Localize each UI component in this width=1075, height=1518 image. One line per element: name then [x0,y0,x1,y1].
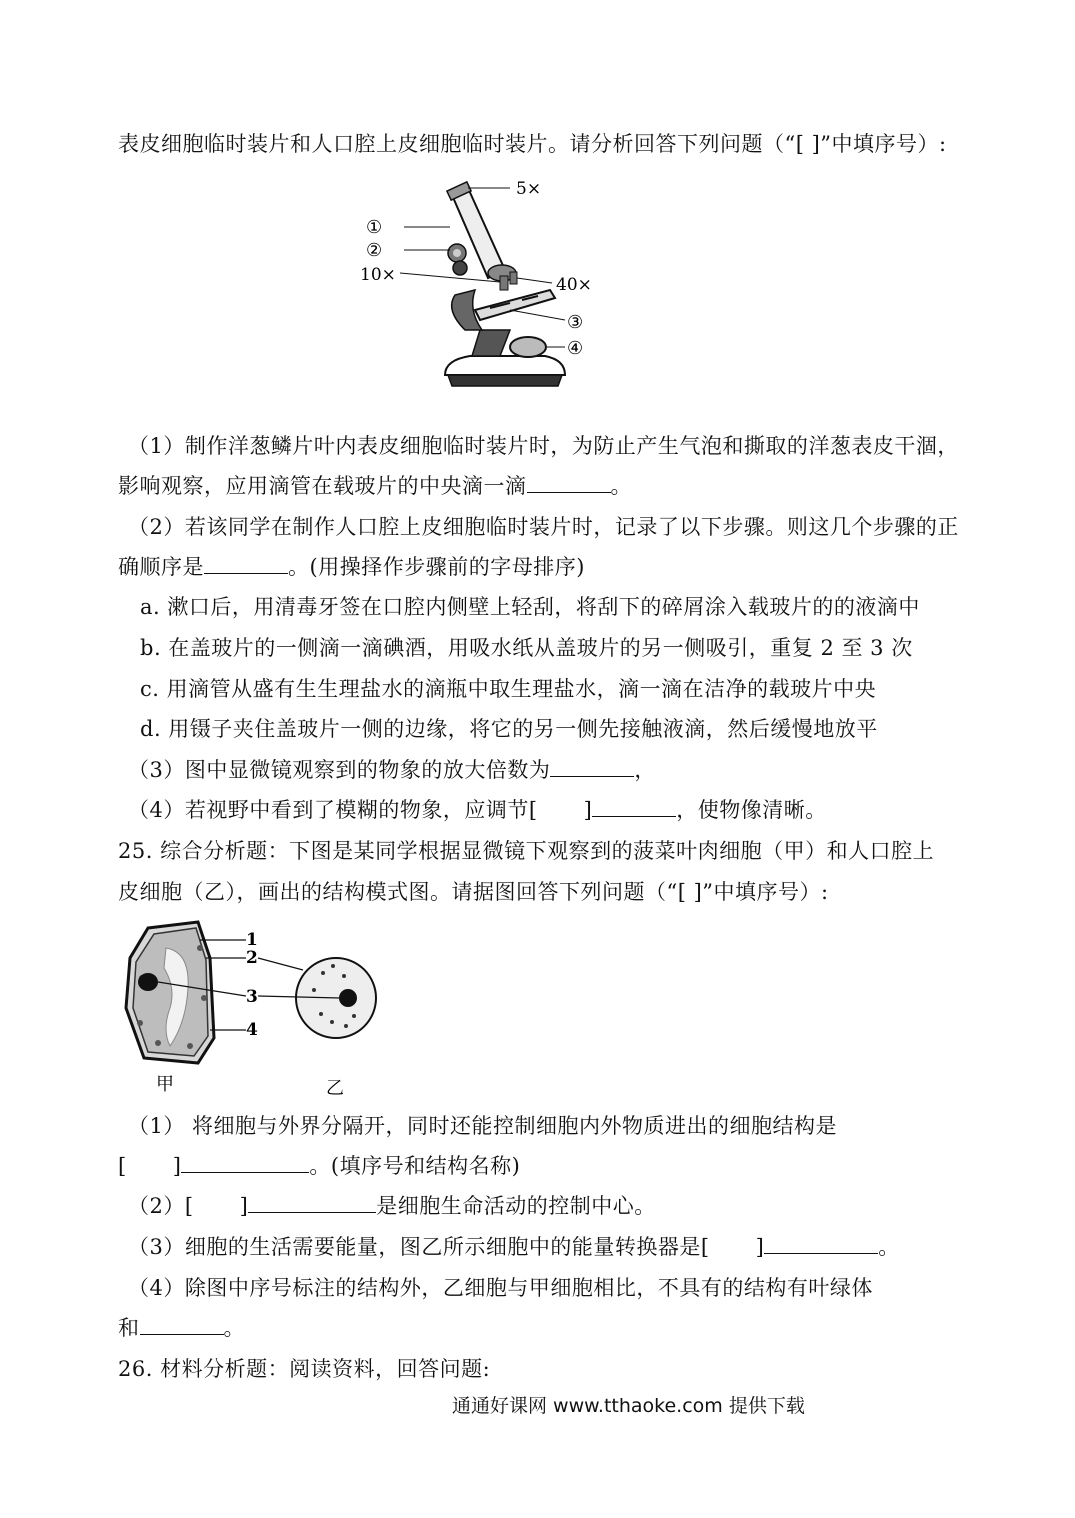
label-1: ① [366,217,383,238]
intro-text: 表皮细胞临时装片和人口腔上皮细胞临时装片。请分析回答下列问题（“[ ]”中填序号）: [118,132,947,156]
q25-part4-line1: （4）除图中序号标注的结构外，乙细胞与甲细胞相比，不具有的结构有叶绿体 [128,1276,873,1300]
label-3: ③ [567,312,584,333]
answer-blank[interactable] [204,555,288,574]
q24-step-d: d. 用镊子夹住盖玻片一侧的边缘，将它的另一侧先接触液滴，然后缓慢地放平 [140,717,878,741]
q24-part2-line2: 确顺序是 。(用操择作步骤前的字母排序) [118,555,585,579]
q24-part4: （4）若视野中看到了模糊的物象，应调节[ ] ，使物像清晰。 [128,798,827,822]
q24-step-c: c. 用滴管从盛有生生理盐水的滴瓶中取生理盐水，滴一滴在洁净的载玻片中央 [140,677,877,701]
answer-blank[interactable] [140,1316,224,1335]
q25-part1-line1: （1） 将细胞与外界分隔开，同时还能控制细胞内外物质进出的细胞结构是 [128,1114,838,1138]
cell-label-4: 4 [246,1020,258,1040]
label-2: ② [366,240,383,261]
caption-jia: 甲 [156,1074,174,1095]
answer-blank[interactable] [764,1235,878,1254]
cell-figure [118,918,388,1098]
q25-part1-line2: [ ] 。(填序号和结构名称) [118,1154,521,1178]
cell-label-2: 2 [246,948,258,968]
q25-title-line2: 皮细胞（乙），画出的结构模式图。请据图回答下列问题（“[ ]”中填序号）: [118,880,829,904]
eyepiece-label: 5× [516,179,542,199]
q24-part3: （3）图中显微镜观察到的物象的放大倍数为 ， [128,758,656,782]
q25-part4-line2: 和 。 [118,1316,245,1340]
cell-label-3: 3 [246,987,258,1007]
q24-part1-line2: 影响观察，应用滴管在载玻片的中央滴一滴 。 [118,474,632,498]
microscope-figure [360,170,620,395]
caption-yi: 乙 [326,1078,344,1098]
objective-low-label: 10× [360,265,396,285]
q26-title: 26. 材料分析题：阅读资料，回答问题: [118,1357,491,1381]
answer-blank[interactable] [592,798,676,817]
q25-part2: （2）[ ] 是细胞生命活动的控制中心。 [128,1194,656,1218]
label-4: ④ [567,338,584,359]
q25-part3: （3）细胞的生活需要能量，图乙所示细胞中的能量转换器是[ ] 。 [128,1235,900,1259]
footer-text: 通通好课网 www.tthaoke.com 提供下载 [452,1395,805,1417]
objective-high-label: 40× [556,275,592,295]
q25-title-line1: 25. 综合分析题：下图是某同学根据显微镜下观察到的菠菜叶肉细胞（甲）和人口腔上 [118,839,935,863]
answer-blank[interactable] [527,474,611,493]
answer-blank[interactable] [181,1154,309,1173]
answer-blank[interactable] [550,758,634,777]
q24-step-b: b. 在盖玻片的一侧滴一滴碘酒，用吸水纸从盖玻片的另一侧吸引，重复 2 至 3 次 [140,636,913,660]
q24-part2-line1: （2）若该同学在制作人口腔上皮细胞临时装片时，记录了以下步骤。则这几个步骤的正 [128,515,959,539]
q24-step-a: a. 漱口后，用清毒牙签在口腔内侧壁上轻刮，将刮下的碎屑涂入载玻片的的液滴中 [140,595,920,619]
q24-part1-line1: （1）制作洋葱鳞片叶内表皮细胞临时装片时，为防止产生气泡和撕取的洋葱表皮干涸， [128,434,959,458]
cell-label-1: 1 [246,930,258,950]
answer-blank[interactable] [248,1194,376,1213]
